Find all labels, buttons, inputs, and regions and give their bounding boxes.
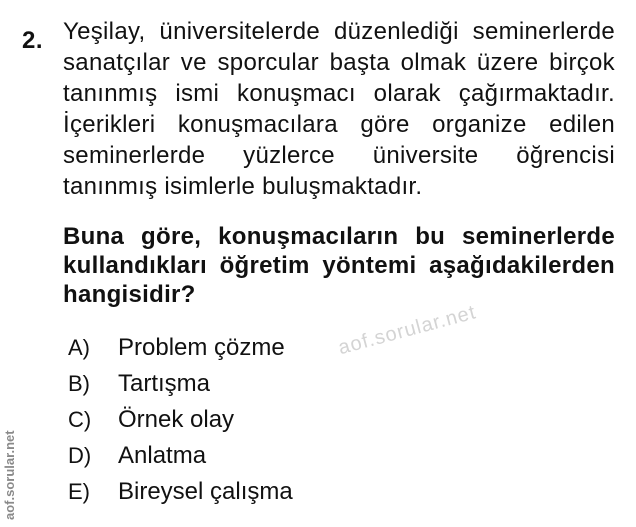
option-text: Bireysel çalışma xyxy=(118,478,293,505)
option-letter: C) xyxy=(68,407,92,432)
watermark-side: aof.sorular.net xyxy=(2,430,17,520)
watermark-center: aof.sorular.net xyxy=(336,301,479,360)
question-passage: Yeşilay, üniversitelerde düzenlediği seminerlerde sanatçılar ve sporcular başta olmak üzere birçok tanınmış ismi konuşmacı olarak çağırmaktadır. İçerikleri konuşmacılara göre organize edilen seminerlerde yüzlerce üniversite öğrencisi tanınmış isimlerle buluşmaktadır. xyxy=(63,18,615,200)
option-d[interactable] xyxy=(68,438,293,474)
option-letter: A) xyxy=(68,335,90,360)
option-a[interactable] xyxy=(68,330,293,366)
option-c[interactable] xyxy=(68,402,293,438)
question-stem: Buna göre, konuşmacıların bu seminerlerde kullandıkları öğretim yöntemi aşağıdakilerden hangisidir? xyxy=(63,223,615,308)
option-e[interactable] xyxy=(68,474,293,510)
option-text: Örnek olay xyxy=(118,406,235,433)
answer-options xyxy=(68,330,293,510)
option-text: Problem çözme xyxy=(118,334,285,361)
option-letter: D) xyxy=(68,443,92,468)
option-letter: E) xyxy=(68,479,90,504)
option-b[interactable] xyxy=(68,366,293,402)
option-text: Tartışma xyxy=(118,370,211,397)
option-text: Anlatma xyxy=(118,442,207,469)
option-letter: B) xyxy=(68,371,90,396)
question-number: 2. xyxy=(22,27,44,54)
